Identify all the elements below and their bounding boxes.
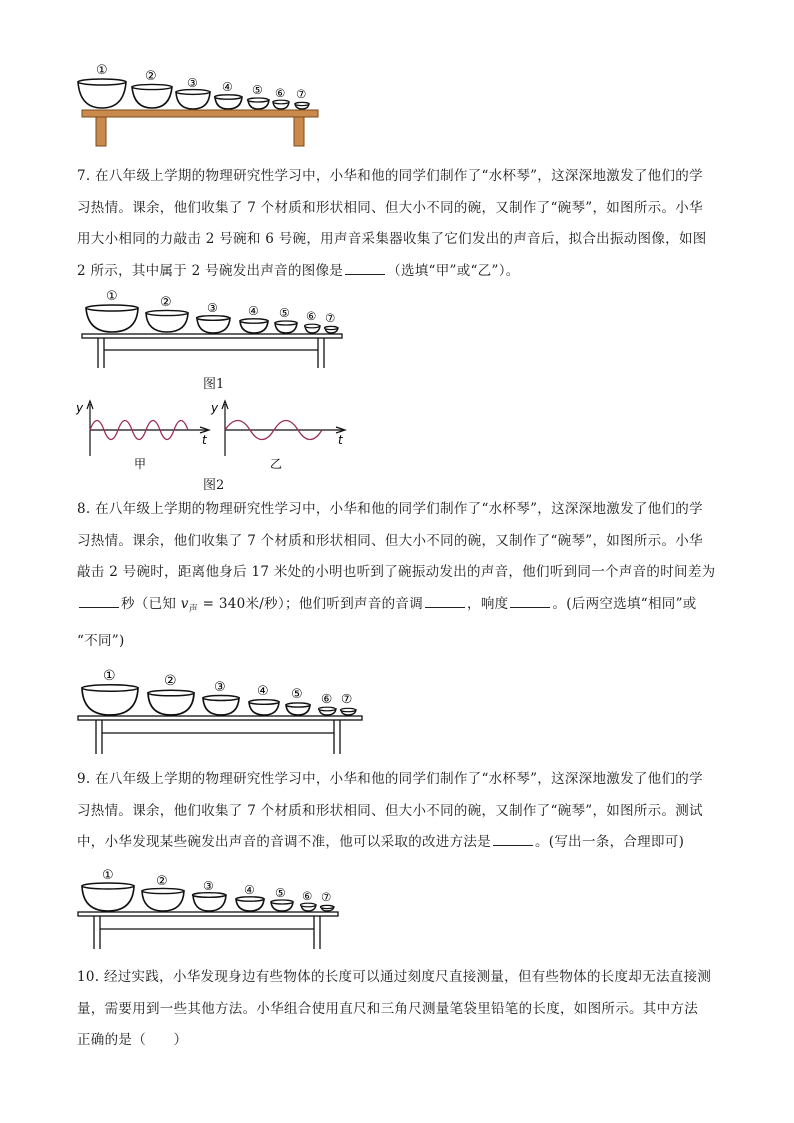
bowl-6 bbox=[273, 86, 289, 109]
figure-1-caption: 图1 bbox=[203, 377, 225, 392]
axis-t-label-jia: t bbox=[202, 433, 207, 447]
shelf-table bbox=[78, 912, 338, 949]
answer-blank-q9[interactable] bbox=[493, 831, 533, 846]
bowl-number-5: ⑤ bbox=[275, 886, 286, 900]
bowl-5 bbox=[275, 306, 297, 333]
answer-blank-q8-pitch[interactable] bbox=[425, 593, 465, 608]
q8-line-4-d: 。(后两空选填“相同”或 bbox=[552, 595, 697, 612]
bowl-6 bbox=[301, 889, 317, 911]
figure-2-caption: 图2 bbox=[203, 478, 225, 493]
q10-line-1: 10. 经过实践，小华发现身边有些物体的长度可以通过刻度尺直接测量，但有些物体的长度却无法直接测 bbox=[77, 969, 712, 985]
q7-line-2: 习热情。课余，他们收集了 7 个材质和形状相同、但大小不同的碗，又制作了“碗琴”，如图所示。小华 bbox=[77, 199, 703, 216]
axis-y-label-yi: y bbox=[211, 401, 219, 415]
bowl-rack-figure-q7 bbox=[80, 286, 346, 372]
bowl-1 bbox=[78, 63, 126, 108]
axis-y-label-jia: y bbox=[76, 401, 84, 415]
bowl-number-3: ③ bbox=[207, 301, 218, 315]
q8-line-1: 8. 在八年级上学期的物理研究性学习中，小华和他的同学们制作了“水杯琴”，这深深地激发了他们的学 bbox=[77, 501, 703, 517]
question-7 bbox=[77, 161, 727, 287]
bowl-number-3: ③ bbox=[214, 680, 226, 695]
bowl-6 bbox=[305, 309, 321, 333]
q7-line-3: 用大小相同的力敲击 2 号碗和 6 号碗，用声音采集器收集了它们发出的声音后，拟合出振动图像，如图 bbox=[77, 231, 707, 247]
axis-t-label-yi: t bbox=[338, 433, 343, 447]
bowl-5 bbox=[286, 687, 310, 715]
q8-line-5: “不同”) bbox=[77, 632, 125, 649]
bowl-7 bbox=[321, 890, 335, 911]
waveform-figure bbox=[72, 396, 352, 476]
bowl-2 bbox=[146, 295, 188, 332]
q10-line-3: 正确的是（ ） bbox=[77, 1032, 188, 1048]
bowl-2 bbox=[148, 673, 194, 715]
q8-line-4 bbox=[77, 589, 727, 626]
bowl-number-3: ③ bbox=[187, 76, 198, 90]
bowl-3 bbox=[197, 301, 231, 333]
wooden-table bbox=[82, 110, 318, 146]
velocity-symbol: v bbox=[180, 595, 189, 612]
bowl-6 bbox=[319, 691, 337, 715]
bowl-number-5: ⑤ bbox=[279, 306, 290, 320]
q7-line-4 bbox=[77, 256, 727, 288]
q7-line-4-text: 2 所示，其中属于 2 号碗发出声音的图像是 bbox=[77, 262, 344, 279]
q9-line-2: 习热情。课余，他们收集了 7 个材质和形状相同、但大小不同的碗，又制作了“碗琴”，如图所示。测试 bbox=[77, 802, 703, 819]
bowl-number-2: ② bbox=[145, 69, 157, 84]
bowl-7 bbox=[341, 691, 357, 715]
bowl-4 bbox=[240, 304, 268, 333]
bowl-number-4: ④ bbox=[257, 684, 269, 699]
q8-line-2: 习热情。课余，他们收集了 7 个材质和形状相同、但大小不同的碗，又制作了“碗琴”，如图所示。小华 bbox=[77, 532, 703, 549]
question-9 bbox=[77, 764, 727, 859]
bowl-number-6: ⑥ bbox=[306, 309, 317, 323]
answer-blank-q7[interactable] bbox=[345, 260, 385, 275]
bowl-number-1: ① bbox=[103, 668, 116, 684]
question-8 bbox=[77, 494, 727, 657]
bowl-number-6: ⑥ bbox=[302, 889, 313, 903]
q7-line-4-tail: （选填“甲”或“乙”）。 bbox=[387, 262, 520, 279]
bowl-5 bbox=[248, 83, 270, 109]
bowl-rack-figure-top bbox=[70, 62, 330, 148]
bowl-2 bbox=[142, 874, 184, 911]
q9-line-3 bbox=[77, 827, 727, 859]
bowl-2 bbox=[132, 69, 172, 108]
answer-blank-q8-loudness[interactable] bbox=[510, 593, 550, 608]
bowl-number-7: ⑦ bbox=[296, 87, 307, 101]
bowl-3 bbox=[203, 680, 239, 715]
bowl-1 bbox=[82, 668, 138, 715]
q8-line-4-a: 秒（已知 bbox=[121, 595, 177, 612]
shelf-table bbox=[82, 334, 342, 368]
wave-graph-yi bbox=[210, 401, 345, 471]
bowl-number-1: ① bbox=[106, 289, 118, 304]
q9-line-1: 9. 在八年级上学期的物理研究性学习中，小华和他的同学们制作了“水杯琴”，这深深地激发了他们的学 bbox=[77, 771, 703, 787]
answer-blank-q8-time[interactable] bbox=[79, 593, 119, 608]
bowl-3 bbox=[176, 76, 210, 109]
q8-line-3: 敲击 2 号碗时，距离他身后 17 米处的小明也听到了碗振动发出的声音，他们听到同一个声音的时间差为 bbox=[77, 564, 716, 580]
bowl-rack-figure-q9 bbox=[76, 864, 342, 952]
wave-label-jia: 甲 bbox=[134, 457, 147, 471]
bowl-1 bbox=[86, 289, 138, 332]
shelf-table bbox=[78, 716, 362, 754]
bowl-number-5: ⑤ bbox=[291, 687, 303, 702]
q7-line-1: 7. 在八年级上学期的物理研究性学习中，小华和他的同学们制作了“水杯琴”，这深深地激发了他们的学 bbox=[77, 168, 703, 184]
bowl-4 bbox=[236, 883, 264, 911]
bowl-number-7: ⑦ bbox=[341, 691, 353, 706]
q10-line-2: 量，需要用到一些其他方法。小华组合使用直尺和三角尺测量笔袋里铅笔的长度，如图所示。其中方法 bbox=[77, 1000, 698, 1017]
q8-line-4-b: = 340米/秒）；他们听到声音的音调 bbox=[198, 595, 424, 612]
bowl-7 bbox=[295, 87, 309, 109]
wave-graph-jia bbox=[75, 401, 209, 471]
bowl-4 bbox=[215, 80, 243, 109]
bowl-number-6: ⑥ bbox=[275, 86, 286, 100]
velocity-subscript: 声 bbox=[188, 604, 199, 615]
q8-line-4-c: ，响度 bbox=[467, 595, 509, 612]
bowl-number-7: ⑦ bbox=[325, 311, 336, 325]
bowl-number-1: ① bbox=[96, 63, 108, 78]
bowl-number-5: ⑤ bbox=[252, 83, 263, 97]
wave-label-yi: 乙 bbox=[270, 457, 283, 471]
bowl-number-2: ② bbox=[164, 673, 177, 689]
bowl-number-4: ④ bbox=[222, 80, 233, 94]
bowl-4 bbox=[249, 684, 279, 715]
q9-line-3-a: 中，小华发现某些碗发出声音的音调不准，他可以采取的改进方法是 bbox=[77, 834, 491, 850]
bowl-number-2: ② bbox=[156, 874, 168, 889]
question-10 bbox=[77, 962, 727, 1057]
bowl-number-2: ② bbox=[160, 295, 172, 310]
bowl-number-6: ⑥ bbox=[321, 691, 333, 706]
bowl-rack-figure-q8 bbox=[76, 664, 364, 758]
bowl-number-7: ⑦ bbox=[321, 890, 332, 904]
bowl-number-4: ④ bbox=[244, 883, 255, 897]
bowl-1 bbox=[82, 868, 134, 911]
bowl-number-1: ① bbox=[102, 868, 114, 883]
bowl-5 bbox=[271, 886, 293, 911]
bowl-7 bbox=[325, 311, 339, 333]
bowl-number-4: ④ bbox=[248, 304, 259, 318]
q9-line-3-b: 。(写出一条，合理即可) bbox=[535, 834, 685, 850]
bowl-3 bbox=[193, 879, 227, 911]
bowl-number-3: ③ bbox=[203, 879, 214, 893]
